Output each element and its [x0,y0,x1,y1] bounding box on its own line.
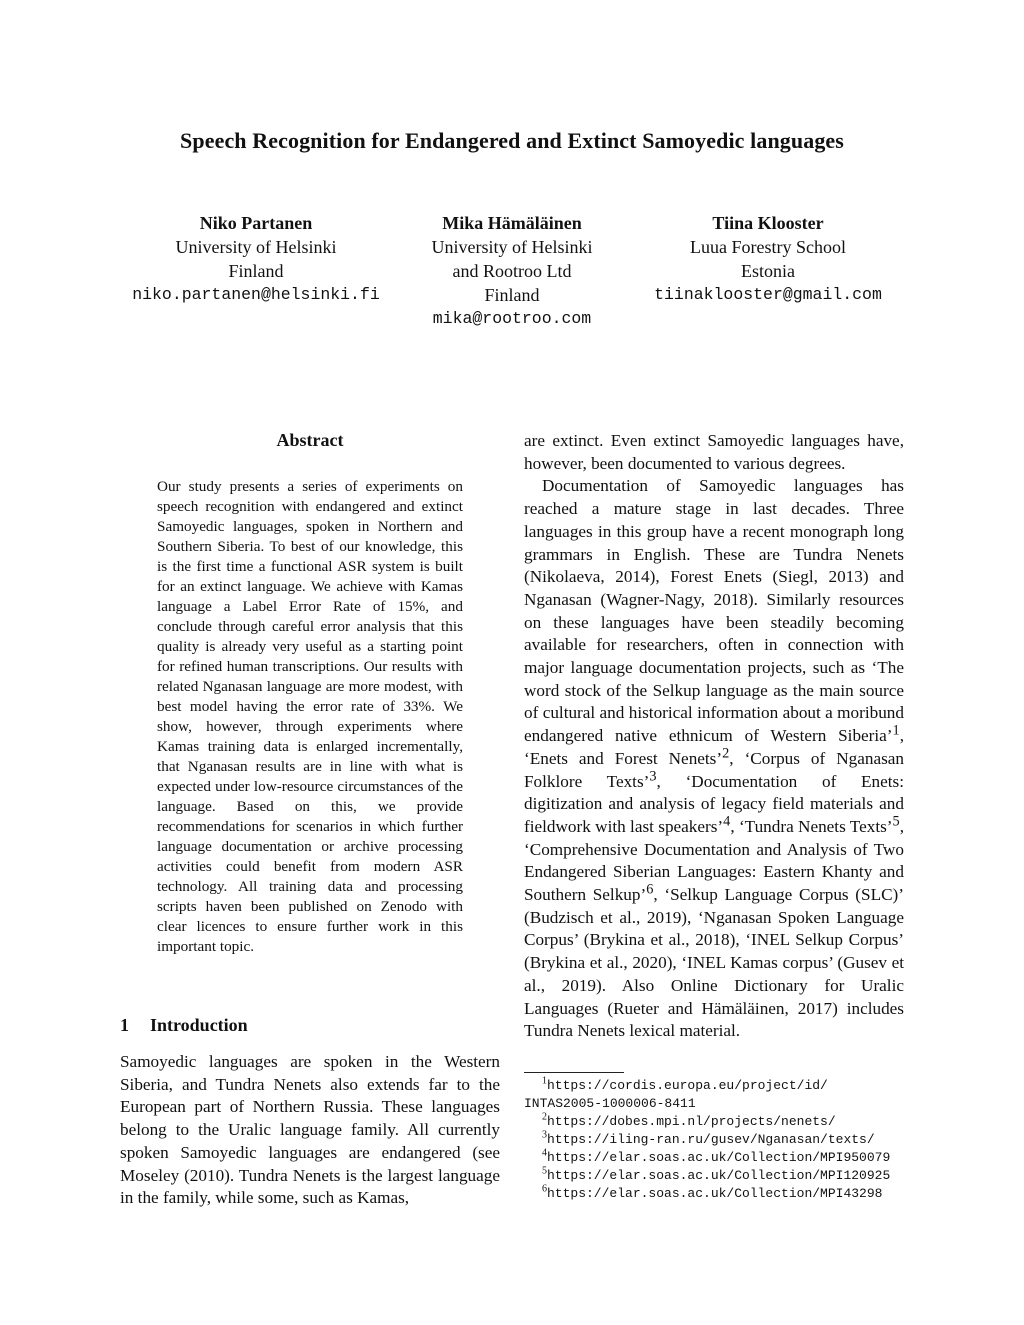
author-country: Finland [484,285,540,305]
footnote-5 [524,1167,904,1185]
footnote-url[interactable]: https://dobes.mpi.nl/projects/nenets/ [547,1114,836,1129]
footnote-url[interactable]: https://elar.soas.ac.uk/Collection/MPI120925 [547,1168,891,1183]
author-affiliation: Luua Forestry School [690,237,846,257]
footnote-1-continuation[interactable]: INTAS2005-1000006-8411 [524,1096,696,1111]
intro-paragraph-1: Samoyedic languages are spoken in the Western Siberia, and Tundra Nenets also extends far to the European part of Northern Russia. These languages belong to the Uralic language family. All currently spoken Samoyedic languages are endangered (see Moseley (2010). Tundra Nenets is the largest language in the family, while some, such as Kamas, [120,1052,500,1208]
author-block-2 [380,211,644,331]
paragraph-text: , ‘Documentation of Enets: digitization and analysis of legacy field materials and fieldwork with last speakers’ [524,771,904,836]
paragraph-text: , ‘Corpus of Nganasan Folklore Texts’ [524,748,904,791]
intro-paragraph-2 [524,475,904,1043]
footnote-ref-6[interactable]: 6 [646,881,654,898]
footnote-2 [524,1113,904,1131]
right-column [524,430,904,1043]
abstract-heading: Abstract [276,430,344,450]
paragraph-text: , ‘Comprehensive Documentation and Analysis of Two Endangered Siberian Languages: Eastern Khanty and Southern Selkup’ [524,816,904,905]
abstract-text: Our study presents a series of experiments on speech recognition with endangered and extinct Samoyedic languages, spoken in Northern and Southern Siberia. To best of our knowledge, this is the first time a functional ASR system is built for an extinct language. We achieve with Kamas language a Label Error Rate of 15%, and conclude through careful error analysis that this quality is already very useful as a starting point for refined human transcriptions. Our results with related Nganasan language are more modest, with best model having the error rate of 33%. We show, however, through experiments where Kamas training data is enlarged incrementally, that Nganasan results are in line with what is expected under low-resource circumstances of the language. Based on this, we provide recommendations for scenarios in which further language documentation or archive processing activities could benefit from modern ASR technology. All training data and processing scripts haven been published on Zenodo with clear licences to ensure further work in this important topic. [157,478,463,955]
author-name: Niko Partanen [199,213,313,233]
author-email[interactable]: mika@rootroo.com [432,309,592,328]
section-number: 1 [120,1015,129,1035]
footnote-3 [524,1131,904,1149]
footnote-ref-1[interactable]: 1 [892,722,900,739]
footnote-6 [524,1185,904,1203]
footnote-ref-4[interactable]: 4 [723,813,731,830]
author-email[interactable]: tiinaklooster@gmail.com [654,285,882,304]
paper-title: Speech Recognition for Endangered and Extinct Samoyedic languages [180,128,844,153]
footnote-ref-3[interactable]: 3 [649,767,657,784]
paragraph-text: , ‘Selkup Language Corpus (SLC)’ (Budzisch et al., 2019), ‘Nganasan Spoken Language Corpus’ (Brykina et al., 2018), ‘INEL Selkup Corpus’ (Brykina et al., 2020), ‘INEL Kamas corpus’ (Gusev et al., 2019). Also Online Dictionary for Uralic Languages (Rueter and Hämäläinen, 2017) includes Tundra Nenets lexical material. [524,885,905,1041]
paragraph-text: , ‘Enets and Forest Nenets’ [524,726,904,768]
paragraph-text: Documentation of Samoyedic languages has reached a mature stage in last decades. Three languages in this group have a recent monograph long grammars in English. These are Tundra Nenets (Nikolaeva, 2014), Forest Enets (Siegl, 2013) and Nganasan (Wagner-Nagy, 2018). Similarly resources on these languages have been steadily becoming available for researchers, often in connection with major language documentation projects, such as ‘The word stock of the Selkup language as the main source of cultural and historical information about a moribund endangered native ethnicum of Western Siberia’ [524,476,904,746]
author-affiliation-2: and Rootroo Ltd [452,261,572,281]
author-country: Finland [228,261,284,281]
footnote-1 [524,1077,904,1095]
author-name: Tiina Klooster [712,213,824,233]
footnote-number: 4 [542,1147,547,1159]
footnote-number: 5 [542,1165,547,1177]
author-email[interactable]: niko.partanen@helsinki.fi [132,285,380,304]
author-block-3 [628,211,908,307]
author-block-1 [112,211,400,307]
footnote-4 [524,1149,904,1167]
footnote-url[interactable]: https://elar.soas.ac.uk/Collection/MPI43298 [547,1186,883,1201]
author-country: Estonia [741,261,795,281]
intro-continuation: are extinct. Even extinct Samoyedic languages have, however, been documented to various degrees. [524,431,904,473]
footnote-number: 6 [542,1183,547,1195]
footnote-url[interactable]: https://cordis.europa.eu/project/id/ [547,1078,828,1093]
section-title: Introduction [150,1015,248,1035]
footnote-ref-2[interactable]: 2 [722,745,730,762]
author-affiliation: University of Helsinki [175,237,337,257]
footnote-number: 1 [542,1075,547,1087]
footnote-number: 2 [542,1111,547,1123]
footnotes [524,1077,904,1203]
footnote-number: 3 [542,1129,547,1141]
footnote-url[interactable]: https://iling-ran.ru/gusev/Nganasan/texts/ [547,1132,875,1147]
section-heading-introduction [120,1015,248,1036]
author-name: Mika Hämäläinen [442,213,582,233]
footnote-divider [524,1072,624,1073]
author-affiliation: University of Helsinki [431,237,593,257]
footnote-url[interactable]: https://elar.soas.ac.uk/Collection/MPI950079 [547,1150,891,1165]
paragraph-text: , ‘Tundra Nenets Texts’ [730,816,893,836]
footnote-ref-5[interactable]: 5 [892,813,900,830]
